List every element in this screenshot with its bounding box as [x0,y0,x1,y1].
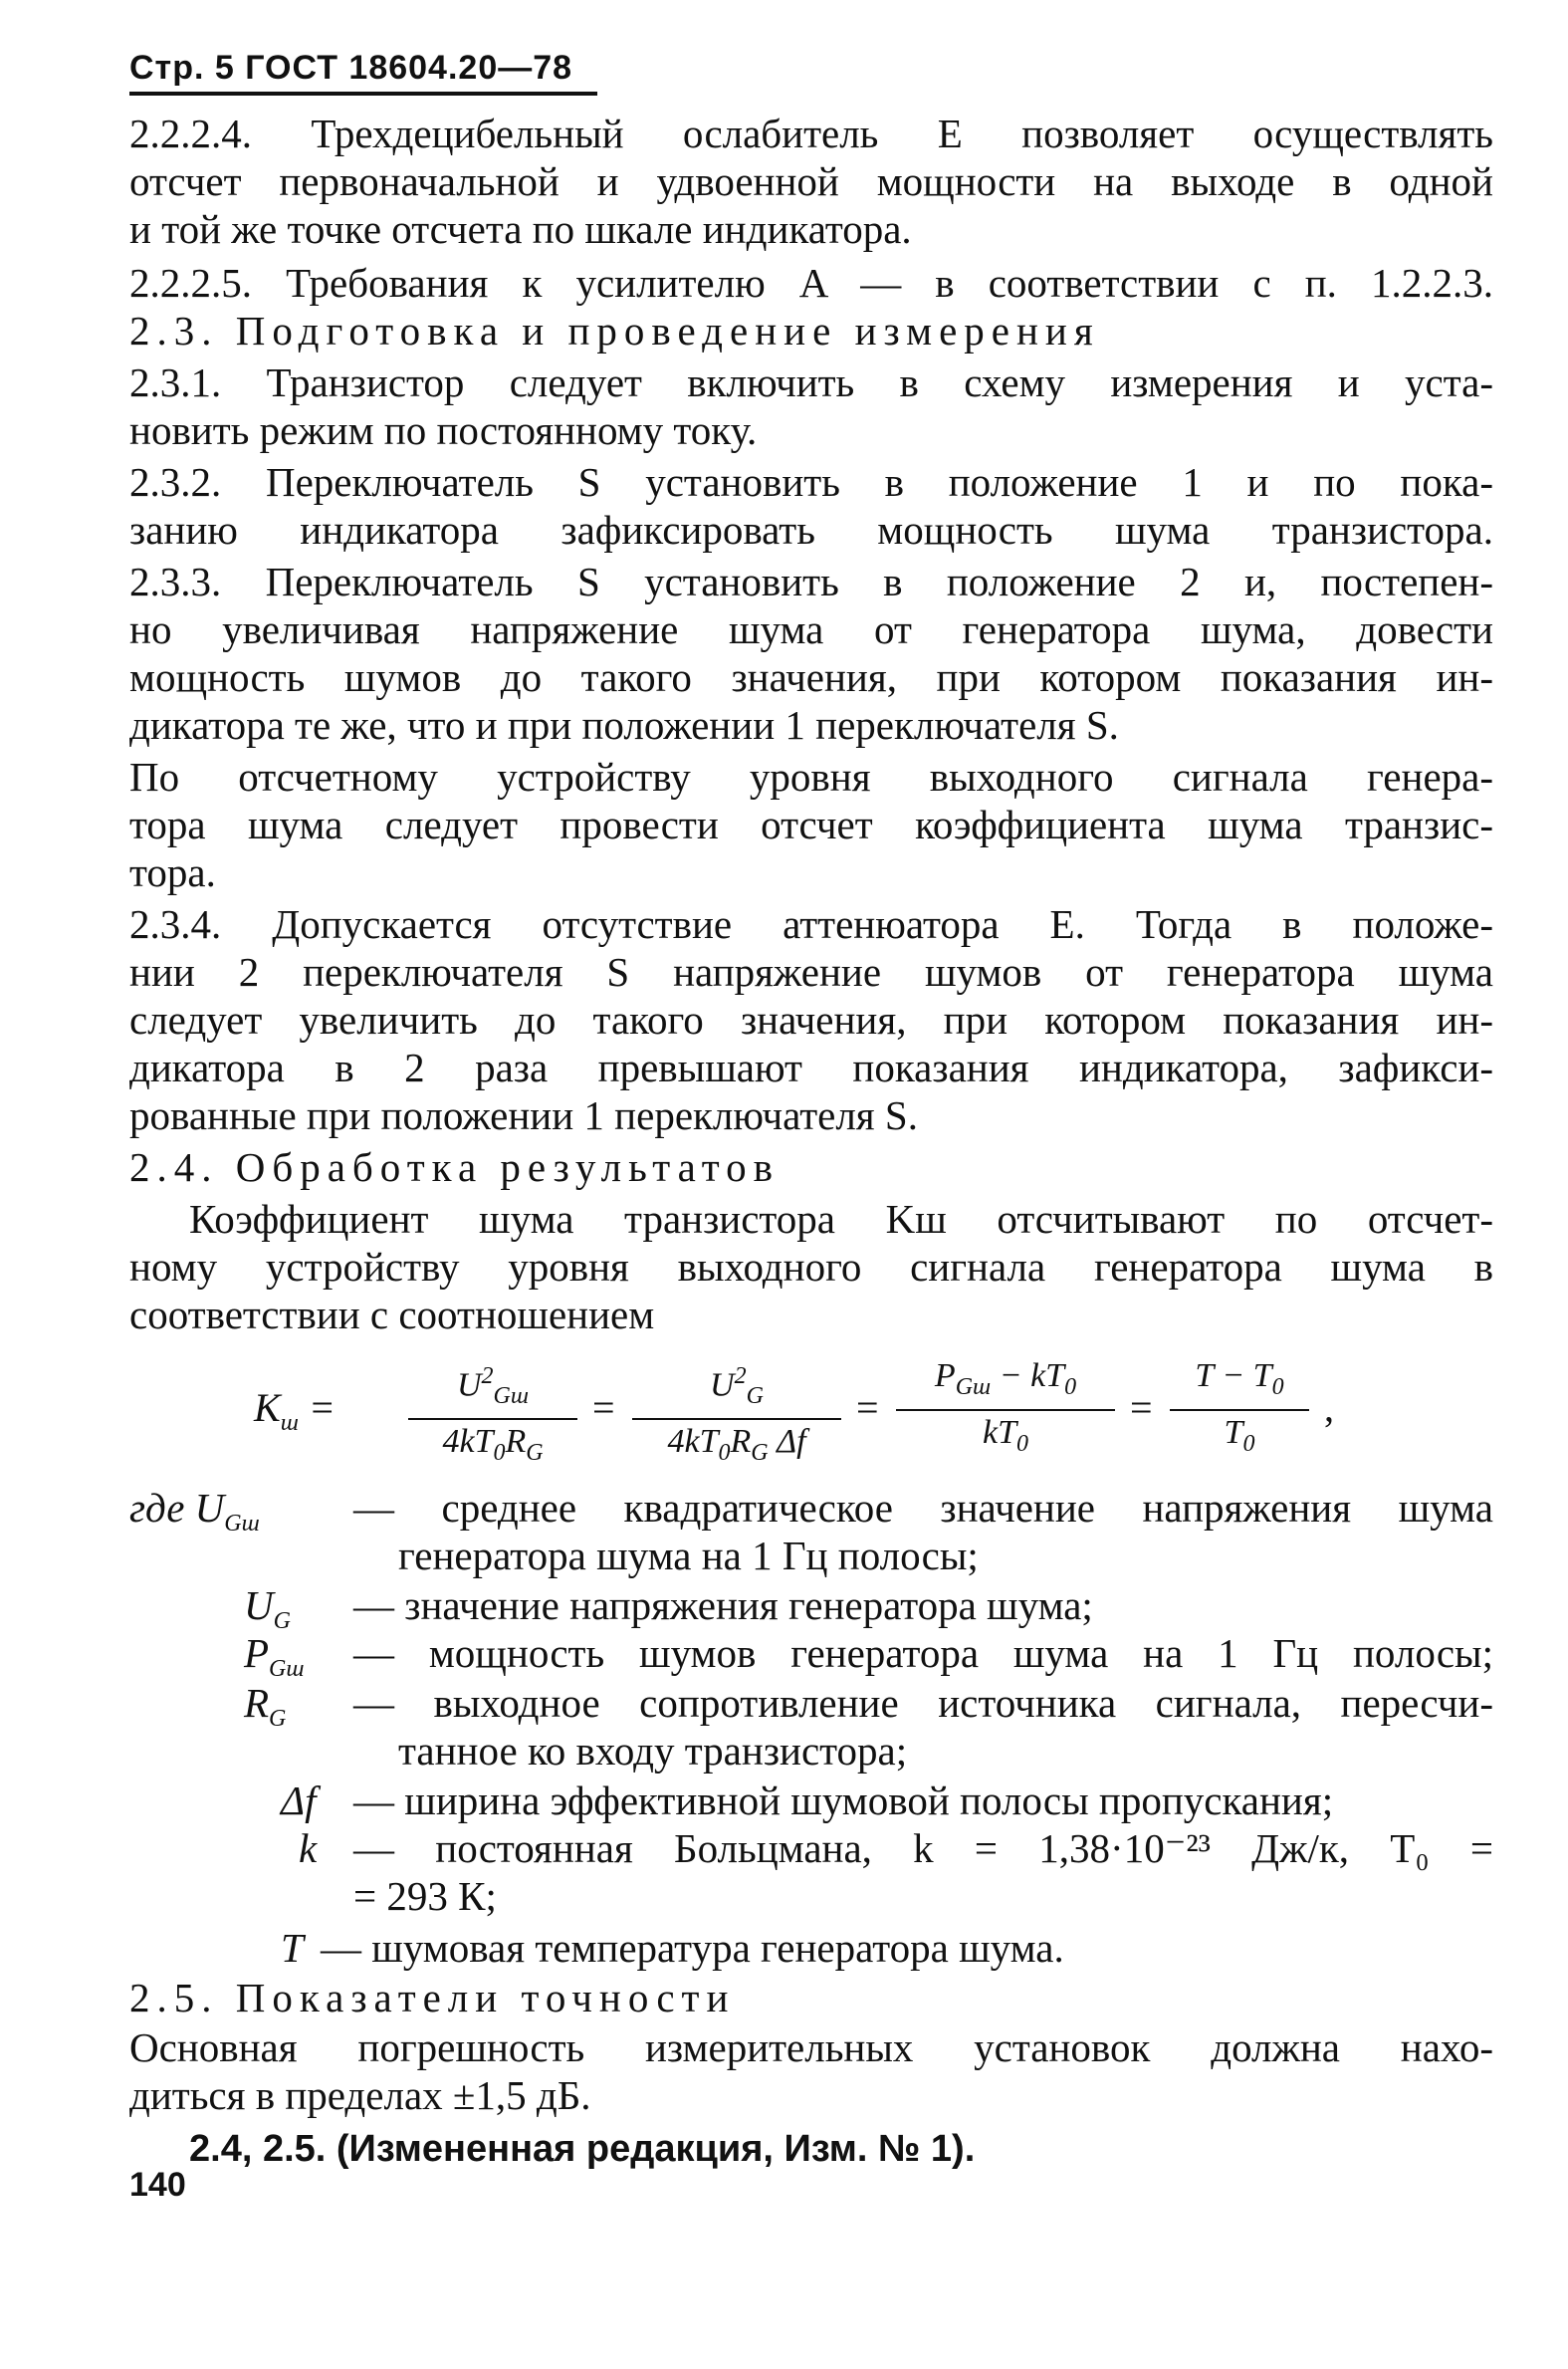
formula-frac-3: $P_{Gш} - kT_0$ $kT_0$ [896,1354,1115,1466]
amendment-note: 2.4, 2.5. (Измененная редакция, Изм. № 1). [189,2128,976,2170]
p233b-line-2: тора шума следует провести отсчет коэффициента шума транзис- [129,802,1493,847]
def-term-rg: $R_G$ [244,1680,287,1733]
p233b-line-1: По отсчетному устройству уровня выходного сигнала генера- [129,754,1493,800]
heading-2-5: 2.5. Показатели точности [129,1975,736,2020]
formula-lhs: $K_ш$ = [254,1385,336,1436]
noise-formula [254,1354,1349,1464]
p25-line-2: диться в пределах ±1,5 дБ. [129,2072,591,2118]
def-text-pgsh: — мощность шумов генератора шума на 1 Гц полосы; [353,1630,1493,1676]
def-text-t: — шумовая температура генератора шума. [321,1925,1064,1971]
p233-line-4: дикатора те же, что и при положении 1 переключателя S. [129,702,1119,748]
p24-line-2: ному устройству уровня выходного сигнала генератора шума в [129,1244,1493,1290]
def-text-deltaf: — ширина эффективной шумовой полосы пропускания; [353,1777,1334,1823]
def-term-pgsh: $P_{Gш}$ [244,1630,305,1683]
formula-eq-3: = [1130,1385,1153,1430]
def-text-ugsh: — среднее квадратическое значение напряжения шума [353,1485,1493,1531]
def-text-rg-cont: танное ко входу транзистора; [398,1728,908,1774]
p233-line-1: 2.3.3. Переключатель S установить в положение 2 и, постепен- [129,559,1493,604]
formula-frac-2: $U^2_G$ $4kT_0R_G$ Δf [632,1354,841,1475]
p233b-line-3: тора. [129,849,216,895]
p234-line-1: 2.3.4. Допускается отсутствие аттенюатора E. Тогда в положе- [129,901,1493,947]
def-text-k: — постоянная Больцмана, k = 1,38·10⁻²³ Дж/к, T₀ = [353,1825,1493,1871]
p24-line-1: Коэффициент шума транзистора Kш отсчитывают по отсчет- [189,1196,1493,1242]
def-term-k: k [299,1825,318,1871]
heading-2-4: 2.4. Обработка результатов [129,1144,781,1190]
def-text-ugsh-cont: генератора шума на 1 Гц полосы; [398,1533,979,1578]
page-number: 140 [129,2166,186,2204]
def-term-deltaf: Δf [281,1777,317,1823]
def-term-ugsh: где $U_{Gш}$ [129,1485,260,1538]
p233-line-3: мощность шумов до такого значения, при котором показания ин- [129,654,1493,700]
heading-2-3: 2.3. Подготовка и проведение измерения [129,308,1100,354]
p233-line-2: но увеличивая напряжение шума от генератора шума, довести [129,606,1493,652]
def-text-ug: — значение напряжения генератора шума; [353,1582,1093,1628]
p231-line-2: новить режим по постоянному току. [129,407,758,453]
def-term-t: T [281,1925,304,1971]
p231-line-1: 2.3.1. Транзистор следует включить в схему измерения и уста- [129,359,1493,405]
header-rule [129,92,597,96]
p25-line-1: Основная погрешность измерительных установок должна нахо- [129,2024,1493,2070]
def-term-ug: $U_G$ [244,1582,291,1635]
p234-line-2: нии 2 переключателя S напряжение шумов от генератора шума [129,949,1493,995]
p2225-line: 2.2.2.5. Требования к усилителю A — в соответствии с п. 1.2.2.3. [129,260,1493,306]
formula-comma: , [1324,1385,1334,1430]
formula-eq-1: = [592,1385,615,1430]
def-text-rg: — выходное сопротивление источника сигнала, пересчи- [353,1680,1493,1726]
p24-line-3: соответствии с соотношением [129,1292,655,1337]
p232-line-1: 2.3.2. Переключатель S установить в положение 1 и по пока- [129,459,1493,505]
p234-line-3: следует увеличить до такого значения, при котором показания ин- [129,997,1493,1043]
p2224-line-3: и той же точке отсчета по шкале индикатора. [129,206,912,252]
formula-frac-4: $T - T_0$ $T_0$ [1170,1354,1309,1466]
def-text-k-cont: = 293 К; [353,1873,497,1919]
p2224-line-1: 2.2.2.4. Трехдецибельный ослабитель E позволяет осуществлять [129,111,1493,156]
formula-frac-1: $U^2_{Gш}$ $4kT_0R_G$ [408,1354,577,1475]
page-header: Стр. 5 ГОСТ 18604.20—78 [129,49,573,87]
p234-line-5: рованные при положении 1 переключателя S. [129,1092,918,1138]
p234-line-4: дикатора в 2 раза превышают показания индикатора, зафикси- [129,1045,1493,1090]
p2224-line-2: отсчет первоначальной и удвоенной мощности на выходе в одной [129,158,1493,204]
formula-eq-2: = [856,1385,879,1430]
p232-line-2: занию индикатора зафиксировать мощность шума транзистора. [129,507,1493,553]
